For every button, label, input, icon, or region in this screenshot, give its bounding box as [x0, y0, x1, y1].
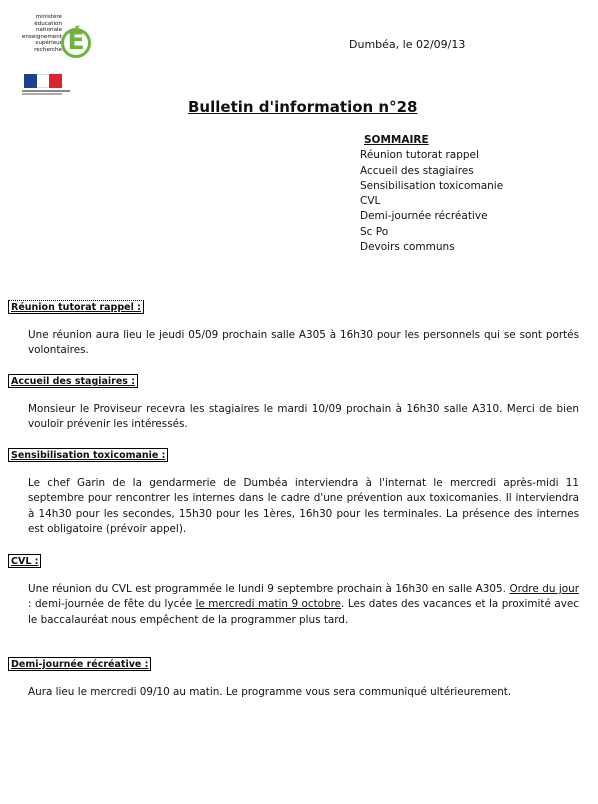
- section-heading-stagiaires: Accueil des stagiaires :: [8, 374, 138, 388]
- sommaire-item: Sensibilisation toxicomanie: [360, 179, 504, 192]
- sommaire-item: CVL: [360, 195, 381, 208]
- marianne-caption: [22, 90, 70, 92]
- fete-date: le mercredi matin 9 octobre: [195, 598, 342, 611]
- ministry-logo: [8, 8, 90, 96]
- sommaire-item: Sc Po: [360, 225, 389, 238]
- logo-text: ministère éducation nationale enseignement supérieur recherche: [21, 14, 62, 53]
- sommaire-item: Demi-journée récréative: [360, 210, 488, 223]
- section-heading-toxicomanie: Sensibilisation toxicomanie :: [8, 448, 168, 462]
- sommaire-item: Devoirs communs: [360, 241, 455, 254]
- ordre-du-jour-label: Ordre du jour: [509, 583, 579, 595]
- bulletin-title: Bulletin d'information n°28: [188, 98, 418, 116]
- section-heading-cvl: CVL :: [8, 554, 41, 568]
- section-heading-tutorat: Réunion tutorat rappel :: [8, 300, 144, 314]
- marianne-flag-icon: [24, 74, 62, 88]
- logo-e-emblem: É: [61, 28, 91, 58]
- date-line: Dumbéa, le 02/09/13: [349, 38, 466, 51]
- sommaire-heading: SOMMAIRE: [364, 134, 429, 146]
- section-text-toxicomanie: Le chef Garin de la gendarmerie de Dumbéa interviendra à l'internat le mercredi après-midi 11 septembre pour rencontrer les internes dans le cadre d'une prévention aux toxicomanies. Il interviendra à 14h30 pour les secondes, 15h30 pour les 1ères, 16h30 pour les terminales. La présence des internes est obligatoire (prévoir appel).: [28, 477, 579, 536]
- section-text-recreative: Aura lieu le mercredi 09/10 au matin. Le programme vous sera communiqué ultérieurement.: [28, 686, 512, 698]
- section-text-stagiaires: Monsieur le Proviseur recevra les stagiaires le mardi 10/09 prochain à 16h30 salle A310. Merci de bien vouloir prévenir les intéressés.: [28, 403, 579, 431]
- sommaire-list: [360, 133, 503, 255]
- section-text-cvl: Une réunion du CVL est programmée le lundi 9 septembre prochain à 16h30 en salle A305. Ordre du jour : demi-journée de fête du lycée le mercredi matin 9 octobre. Les dates des vacances et la proximité avec le baccalauréat nous empêchent de la programmer plus tard.: [28, 583, 579, 626]
- section-text-tutorat: Une réunion aura lieu le jeudi 05/09 prochain salle A305 à 16h30 pour les personnels qui se sont portés volontaires.: [28, 329, 579, 357]
- marianne-caption-2: [22, 93, 62, 95]
- section-heading-recreative: Demi-journée récréative :: [8, 657, 151, 671]
- sommaire-item: Réunion tutorat rappel: [360, 149, 479, 162]
- sommaire-item: Accueil des stagiaires: [360, 164, 474, 177]
